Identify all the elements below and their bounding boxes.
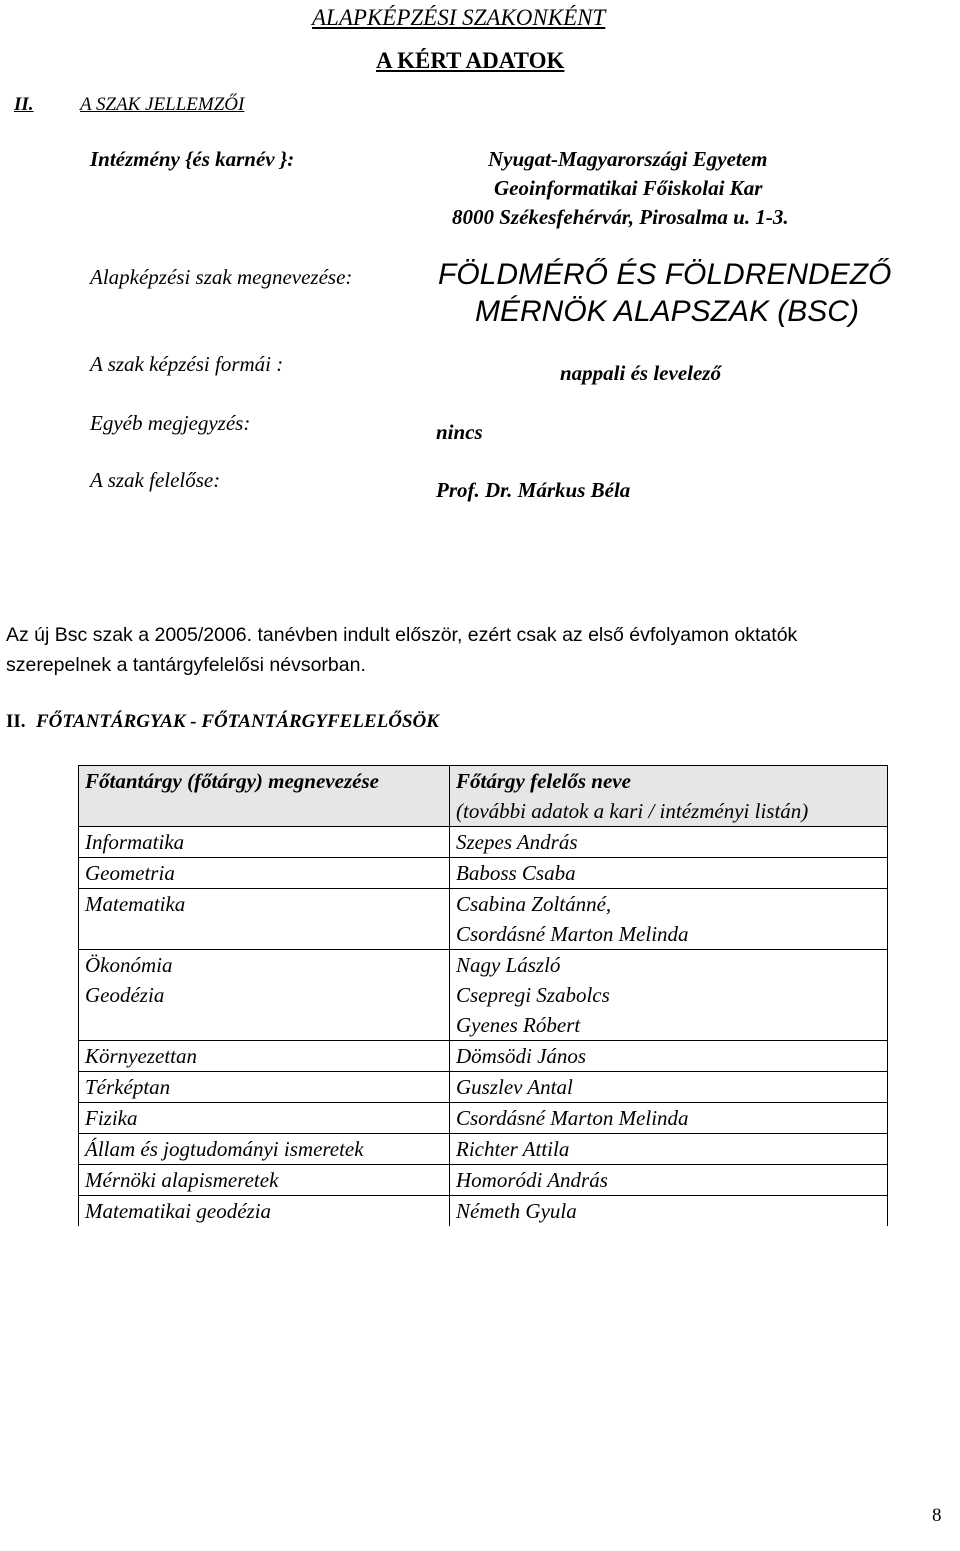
table-row xyxy=(79,889,888,920)
subject-cell: Mérnöki alapismeretek xyxy=(79,1165,450,1196)
subject-cell: Geodézia xyxy=(79,980,450,1010)
responsible-cell: Baboss Csaba xyxy=(450,858,888,889)
intro-note: Az új Bsc szak a 2005/2006. tanévben indult először, ezért csak az első évfolyamon oktatók szerepelnek a tantárgyfelelősi névsorban. xyxy=(6,624,798,676)
institution-label: Intézmény {és karnév }: xyxy=(90,147,295,171)
responsible-cell: Németh Gyula xyxy=(450,1196,888,1227)
table-row xyxy=(79,1196,888,1227)
table-row xyxy=(79,1010,888,1041)
responsible-label: A szak felelőse: xyxy=(90,468,221,492)
responsible-cell: Csordásné Marton Melinda xyxy=(450,919,888,950)
institution-line-2: Geoinformatikai Főiskolai Kar xyxy=(494,176,763,200)
responsible-cell: Richter Attila xyxy=(450,1134,888,1165)
table-header-row xyxy=(79,766,888,827)
doc-title-line2: A KÉRT ADATOK xyxy=(376,48,565,73)
program-line-2: MÉRNÖK ALAPSZAK (BSC) xyxy=(475,295,859,328)
institution-line-3: 8000 Székesfehérvár, Pirosalma u. 1-3. xyxy=(452,205,789,229)
subject-cell: Térképtan xyxy=(79,1072,450,1103)
forms-value: nappali és levelező xyxy=(560,361,721,385)
subject-cell: Matematikai geodézia xyxy=(79,1196,450,1227)
responsible-cell: Csepregi Szabolcs xyxy=(450,980,888,1010)
notes-label: Egyéb megjegyzés: xyxy=(90,411,251,435)
table-row xyxy=(79,1134,888,1165)
section1-title: A SZAK JELLEMZŐI xyxy=(80,94,245,115)
responsible-cell: Csordásné Marton Melinda xyxy=(450,1103,888,1134)
responsible-cell: Nagy László xyxy=(450,950,888,981)
subject-cell: Környezettan xyxy=(79,1041,450,1072)
subjects-table xyxy=(78,765,888,1226)
responsible-cell: Gyenes Róbert xyxy=(450,1010,888,1041)
subject-cell xyxy=(79,1010,450,1041)
subject-cell: Informatika xyxy=(79,827,450,858)
table-row xyxy=(79,827,888,858)
table-row xyxy=(79,1103,888,1134)
responsible-value: Prof. Dr. Márkus Béla xyxy=(436,478,631,502)
doc-title-line1: ALAPKÉPZÉSI SZAKONKÉNT xyxy=(312,5,606,30)
subject-cell xyxy=(79,919,450,950)
program-label: Alapképzési szak megnevezése: xyxy=(90,265,353,289)
header-subject-label: Főtantárgy (főtárgy) megnevezése xyxy=(85,769,379,793)
page-number: 8 xyxy=(932,1505,942,1526)
header-responsible xyxy=(450,766,888,827)
responsible-cell: Csabina Zoltánné, xyxy=(450,889,888,920)
responsible-cell: Homoródi András xyxy=(450,1165,888,1196)
table-row xyxy=(79,1165,888,1196)
table-row xyxy=(79,1072,888,1103)
subject-cell: Fizika xyxy=(79,1103,450,1134)
responsible-cell: Dömsödi János xyxy=(450,1041,888,1072)
section1-number: II. xyxy=(14,94,34,115)
header-subject xyxy=(79,766,450,827)
notes-value: nincs xyxy=(436,420,483,444)
institution-line-1: Nyugat-Magyarországi Egyetem xyxy=(488,147,768,171)
forms-label: A szak képzési formái : xyxy=(90,352,284,376)
subject-cell: Matematika xyxy=(79,889,450,920)
header-responsible-sub: (további adatok a kari / intézményi listán) xyxy=(456,799,809,823)
table-row xyxy=(79,1041,888,1072)
subject-cell: Állam és jogtudományi ismeretek xyxy=(79,1134,450,1165)
table-row xyxy=(79,950,888,981)
table-row xyxy=(79,919,888,950)
subjects-table-body xyxy=(79,766,888,1227)
responsible-cell: Guszlev Antal xyxy=(450,1072,888,1103)
subject-cell: Ökonómia xyxy=(79,950,450,981)
header-responsible-label: Főtárgy felelős neve xyxy=(456,769,631,793)
section2-number: II. xyxy=(6,711,26,732)
responsible-cell: Szepes András xyxy=(450,827,888,858)
subject-cell: Geometria xyxy=(79,858,450,889)
section2-title: FŐTANTÁRGYAK - FŐTANTÁRGYFELELŐSÖK xyxy=(36,711,439,732)
program-line-1: FÖLDMÉRŐ ÉS FÖLDRENDEZŐ xyxy=(438,258,892,291)
table-row xyxy=(79,858,888,889)
table-row xyxy=(79,980,888,1010)
